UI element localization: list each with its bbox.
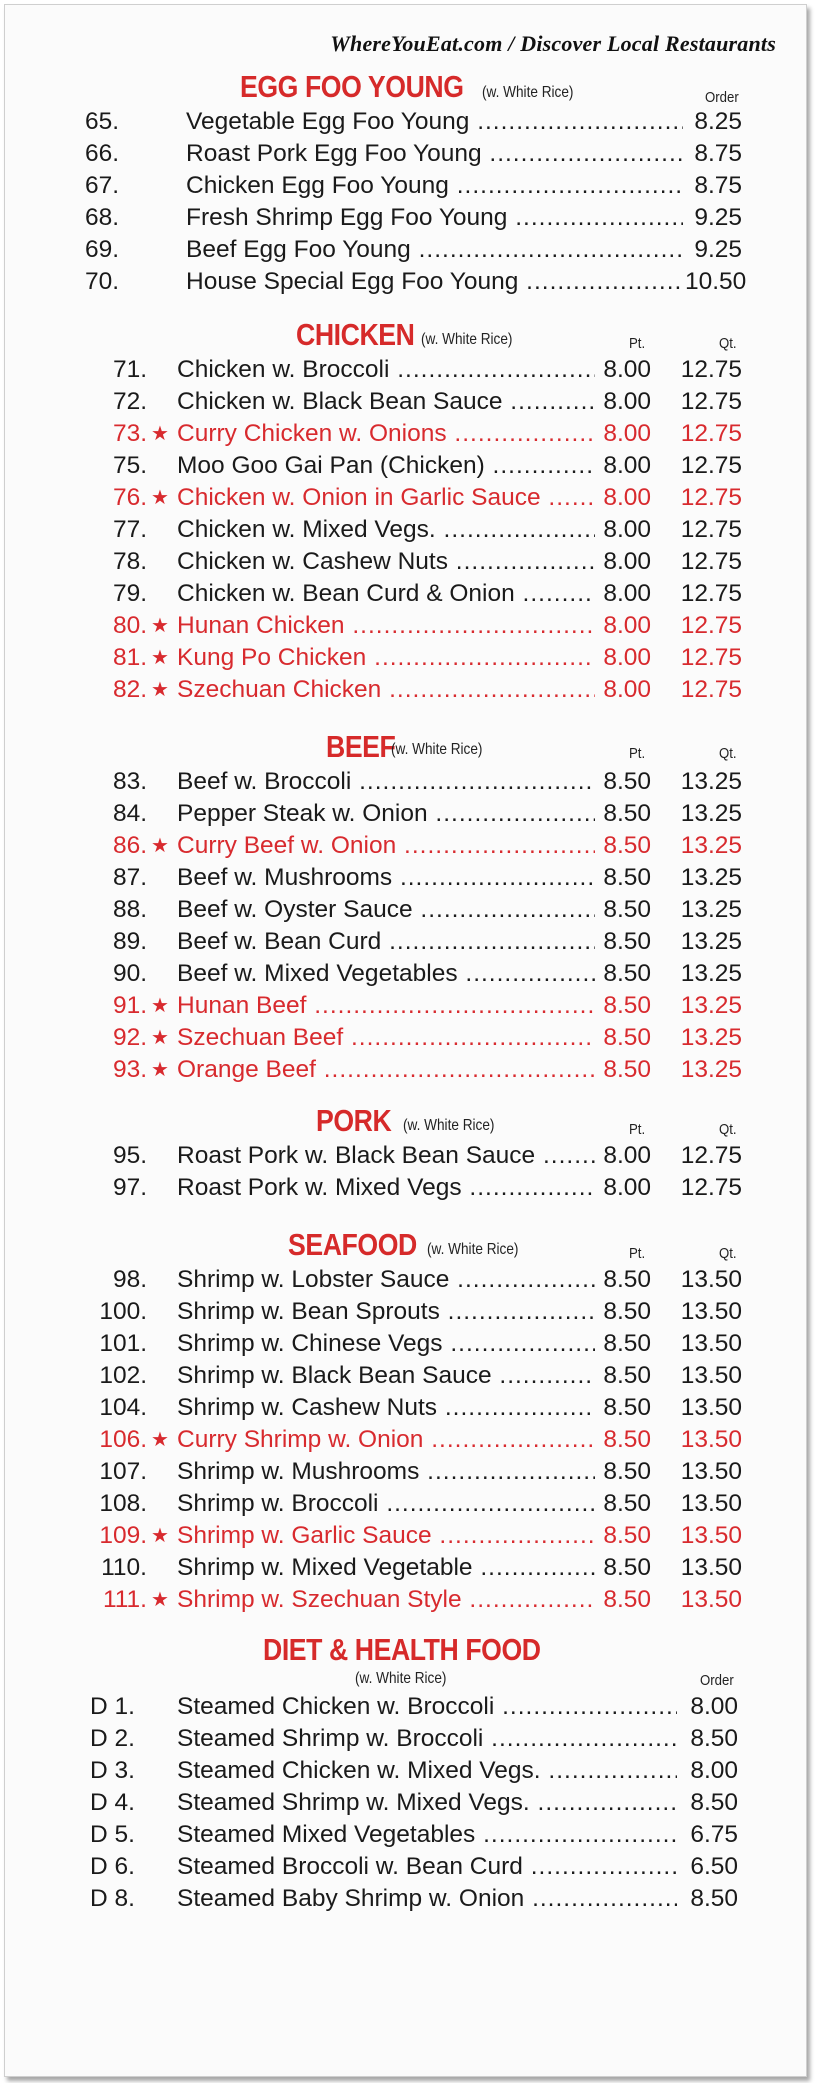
item-price-quart: 12.75 xyxy=(680,388,742,415)
item-price-quart: 12.75 xyxy=(680,1174,742,1201)
item-price-pint: 8.00 xyxy=(603,484,651,511)
item-name: Hunan Chicken ..... xyxy=(177,610,595,642)
section-title: CHICKEN xyxy=(296,317,415,352)
item-price-pint: 8.00 xyxy=(603,452,651,479)
item-number: 66. xyxy=(85,140,120,167)
item-price-quart: 13.25 xyxy=(680,1024,742,1051)
item-name: Steamed Baby Shrimp w. Onion ..... xyxy=(177,1883,677,1915)
menu-item-row xyxy=(5,1328,806,1360)
item-name: Roast Pork Egg Foo Young ..... xyxy=(186,138,683,170)
menu-item-row xyxy=(5,674,806,706)
item-name: Roast Pork w. Black Bean Sauce ..... xyxy=(177,1140,595,1172)
item-price-pint: 8.50 xyxy=(603,896,651,923)
item-price: 8.25 xyxy=(694,108,742,135)
column-header-pt: Pt. xyxy=(629,335,646,352)
item-price-quart: 12.75 xyxy=(680,676,742,703)
item-price-quart: 13.25 xyxy=(680,960,742,987)
item-number: 108. xyxy=(99,1490,147,1517)
item-number: 72. xyxy=(112,388,147,415)
item-number: 97. xyxy=(112,1174,147,1201)
item-number: 77. xyxy=(112,516,147,543)
star-icon: ★ xyxy=(151,1525,169,1547)
item-name: Steamed Mixed Vegetables ..... xyxy=(177,1819,677,1851)
section-header xyxy=(5,1101,806,1141)
item-list xyxy=(5,1264,806,1616)
star-icon: ★ xyxy=(151,679,169,701)
item-number: 98. xyxy=(112,1266,147,1293)
menu-item-row xyxy=(5,1022,806,1054)
item-name: Beef w. Mixed Vegetables ..... xyxy=(177,958,595,990)
item-list xyxy=(5,1691,806,1915)
item-price-pint: 8.50 xyxy=(603,1586,651,1613)
menu-item-row xyxy=(5,1264,806,1296)
item-number: 107. xyxy=(99,1458,147,1485)
item-number: 84. xyxy=(112,800,147,827)
item-name: Chicken w. Mixed Vegs. ..... xyxy=(177,514,595,546)
menu-item-row xyxy=(5,1172,806,1204)
star-icon: ★ xyxy=(151,1429,169,1451)
menu-item-row xyxy=(5,546,806,578)
item-number: D 5. xyxy=(90,1821,135,1848)
item-price: 8.75 xyxy=(694,140,742,167)
menu-item-row xyxy=(5,138,806,170)
section-title: SEAFOOD xyxy=(288,1227,417,1262)
menu-item-row xyxy=(5,1691,806,1723)
item-price-pint: 8.00 xyxy=(603,420,651,447)
item-price-pint: 8.50 xyxy=(603,864,651,891)
column-header-qt: Qt. xyxy=(719,1121,737,1138)
item-number: 93. xyxy=(112,1056,147,1083)
menu-item-row xyxy=(5,386,806,418)
item-price-quart: 13.50 xyxy=(680,1298,742,1325)
section-header xyxy=(5,315,806,355)
section-header xyxy=(5,1630,806,1692)
section-title: DIET & HEALTH FOOD xyxy=(263,1632,541,1667)
menu-item-row xyxy=(5,1723,806,1755)
item-price-quart: 12.75 xyxy=(680,548,742,575)
item-price-quart: 12.75 xyxy=(680,1142,742,1169)
item-name: Beef w. Bean Curd ..... xyxy=(177,926,595,958)
menu-item-row xyxy=(5,1054,806,1086)
menu-item-row xyxy=(5,1755,806,1787)
item-name: Steamed Broccoli w. Bean Curd ..... xyxy=(177,1851,677,1883)
menu-item-row xyxy=(5,798,806,830)
star-icon: ★ xyxy=(151,995,169,1017)
menu-item-row xyxy=(5,1456,806,1488)
item-price-quart: 13.50 xyxy=(680,1394,742,1421)
item-number: 95. xyxy=(112,1142,147,1169)
item-name: Chicken w. Bean Curd & Onion ..... xyxy=(177,578,595,610)
item-price-pint: 8.00 xyxy=(603,580,651,607)
item-price: 8.00 xyxy=(690,1693,738,1720)
column-header-pt: Pt. xyxy=(629,1245,646,1262)
column-header-pt: Pt. xyxy=(629,1121,646,1138)
menu-item-row xyxy=(5,926,806,958)
item-name: Pepper Steak w. Onion ..... xyxy=(177,798,595,830)
menu-item-row xyxy=(5,1520,806,1552)
item-name: Steamed Chicken w. Broccoli ..... xyxy=(177,1691,677,1723)
section-pork xyxy=(5,1101,806,1204)
item-name: Shrimp w. Cashew Nuts ..... xyxy=(177,1392,595,1424)
item-number: 70. xyxy=(85,268,120,295)
item-name: Chicken w. Broccoli ..... xyxy=(177,354,595,386)
item-number: 91. xyxy=(112,992,147,1019)
item-name: Steamed Chicken w. Mixed Vegs. ..... xyxy=(177,1755,677,1787)
item-price-quart: 13.50 xyxy=(680,1362,742,1389)
item-name: Shrimp w. Mixed Vegetable ..... xyxy=(177,1552,595,1584)
item-name: Shrimp w. Lobster Sauce ..... xyxy=(177,1264,595,1296)
menu-item-row xyxy=(5,514,806,546)
section-note: (w. White Rice) xyxy=(421,331,513,348)
item-name: Shrimp w. Broccoli ..... xyxy=(177,1488,595,1520)
section-seafood xyxy=(5,1225,806,1616)
item-price-pint: 8.50 xyxy=(603,1298,651,1325)
item-price: 8.00 xyxy=(690,1757,738,1784)
section-chicken xyxy=(5,315,806,706)
item-price-quart: 13.25 xyxy=(680,800,742,827)
item-price-pint: 8.50 xyxy=(603,800,651,827)
item-name: Shrimp w. Bean Sprouts ..... xyxy=(177,1296,595,1328)
section-beef xyxy=(5,727,806,1086)
menu-item-row xyxy=(5,482,806,514)
item-number: 81. xyxy=(112,644,147,671)
item-number: 65. xyxy=(85,108,120,135)
item-price-pint: 8.00 xyxy=(603,644,651,671)
item-price-quart: 12.75 xyxy=(680,612,742,639)
item-price-pint: 8.50 xyxy=(603,832,651,859)
menu-item-row xyxy=(5,1296,806,1328)
star-icon: ★ xyxy=(151,1027,169,1049)
item-price: 9.25 xyxy=(694,236,742,263)
item-name: Orange Beef ..... xyxy=(177,1054,595,1086)
section-note: (w. White Rice) xyxy=(482,84,574,101)
item-name: Beef w. Oyster Sauce ..... xyxy=(177,894,595,926)
menu-item-row xyxy=(5,990,806,1022)
item-name: Shrimp w. Chinese Vegs ..... xyxy=(177,1328,595,1360)
item-name: Shrimp w. Mushrooms ..... xyxy=(177,1456,595,1488)
item-number: 80. xyxy=(112,612,147,639)
item-name: Curry Beef w. Onion ..... xyxy=(177,830,595,862)
item-price-quart: 13.50 xyxy=(680,1266,742,1293)
item-price-quart: 13.25 xyxy=(680,768,742,795)
item-list xyxy=(5,354,806,706)
item-number: 87. xyxy=(112,864,147,891)
item-number: 79. xyxy=(112,580,147,607)
item-price-quart: 12.75 xyxy=(680,484,742,511)
menu-item-row xyxy=(5,894,806,926)
menu-item-row xyxy=(5,1552,806,1584)
menu-item-row xyxy=(5,958,806,990)
menu-item-row xyxy=(5,1488,806,1520)
item-name: Beef Egg Foo Young ..... xyxy=(186,234,683,266)
menu-item-row xyxy=(5,234,806,266)
item-number: D 4. xyxy=(90,1789,135,1816)
item-price-quart: 13.50 xyxy=(680,1426,742,1453)
item-price-pint: 8.50 xyxy=(603,1522,651,1549)
item-number: 101. xyxy=(99,1330,147,1357)
item-price-quart: 13.25 xyxy=(680,928,742,955)
item-price-quart: 13.25 xyxy=(680,832,742,859)
item-number: 111. xyxy=(102,1586,147,1613)
menu-item-row xyxy=(5,170,806,202)
column-header-qt: Qt. xyxy=(719,745,737,762)
item-price-pint: 8.50 xyxy=(603,768,651,795)
item-price-quart: 13.50 xyxy=(680,1490,742,1517)
column-header-qt: Qt. xyxy=(719,1245,737,1262)
item-number: 69. xyxy=(85,236,120,263)
item-number: 104. xyxy=(99,1394,147,1421)
item-number: 106. xyxy=(99,1426,147,1453)
item-price-pint: 8.50 xyxy=(603,928,651,955)
item-name: Vegetable Egg Foo Young ..... xyxy=(186,106,683,138)
item-price-pint: 8.50 xyxy=(603,960,651,987)
item-price-pint: 8.50 xyxy=(603,1056,651,1083)
item-price-quart: 12.75 xyxy=(680,452,742,479)
item-number: 78. xyxy=(112,548,147,575)
item-price-pint: 8.50 xyxy=(603,1362,651,1389)
item-name: Steamed Shrimp w. Broccoli ..... xyxy=(177,1723,677,1755)
item-price-pint: 8.00 xyxy=(603,1174,651,1201)
star-icon: ★ xyxy=(151,615,169,637)
menu-item-row xyxy=(5,202,806,234)
menu-item-row xyxy=(5,418,806,450)
menu-item-row xyxy=(5,1851,806,1883)
item-price-quart: 12.75 xyxy=(680,356,742,383)
section-note: (w. White Rice) xyxy=(403,1117,495,1134)
item-price: 9.25 xyxy=(694,204,742,231)
section-note: (w. White Rice) xyxy=(391,741,483,758)
item-number: D 6. xyxy=(90,1853,135,1880)
item-price-quart: 13.50 xyxy=(680,1554,742,1581)
section-header xyxy=(5,727,806,767)
column-header-qt: Qt. xyxy=(719,335,737,352)
item-name: Moo Goo Gai Pan (Chicken) ..... xyxy=(177,450,595,482)
item-name: Chicken w. Cashew Nuts ..... xyxy=(177,546,595,578)
item-name: Chicken w. Black Bean Sauce ..... xyxy=(177,386,595,418)
item-number: D 1. xyxy=(90,1693,135,1720)
item-price-quart: 13.50 xyxy=(680,1586,742,1613)
item-price-quart: 12.75 xyxy=(680,644,742,671)
menu-item-row xyxy=(5,354,806,386)
menu-page xyxy=(4,4,807,2077)
menu-item-row xyxy=(5,1883,806,1915)
item-number: 102. xyxy=(99,1362,147,1389)
item-number: 109. xyxy=(99,1522,147,1549)
menu-item-row xyxy=(5,1819,806,1851)
item-name: Shrimp w. Szechuan Style ..... xyxy=(177,1584,595,1616)
item-number: D 2. xyxy=(90,1725,135,1752)
section-title: BEEF xyxy=(326,729,396,764)
item-price-pint: 8.00 xyxy=(603,1142,651,1169)
item-price-pint: 8.50 xyxy=(603,1394,651,1421)
item-price-pint: 8.00 xyxy=(603,356,651,383)
item-number: 90. xyxy=(112,960,147,987)
section-egg-foo-young xyxy=(5,67,806,298)
item-name: Curry Shrimp w. Onion ..... xyxy=(177,1424,595,1456)
menu-item-row xyxy=(5,1360,806,1392)
section-note: (w. White Rice) xyxy=(355,1670,447,1687)
menu-item-row xyxy=(5,1787,806,1819)
menu-item-row xyxy=(5,266,806,298)
section-header xyxy=(5,67,806,107)
item-number: 67. xyxy=(85,172,120,199)
item-price-pint: 8.50 xyxy=(603,992,651,1019)
item-number: 68. xyxy=(85,204,120,231)
item-price-pint: 8.50 xyxy=(603,1330,651,1357)
item-name: Szechuan Chicken ..... xyxy=(177,674,595,706)
item-name: Chicken Egg Foo Young ..... xyxy=(186,170,683,202)
item-price: 8.50 xyxy=(690,1789,738,1816)
menu-item-row xyxy=(5,450,806,482)
item-name: Hunan Beef ..... xyxy=(177,990,595,1022)
item-list xyxy=(5,1140,806,1204)
item-price: 6.50 xyxy=(690,1853,738,1880)
column-header-pt: Pt. xyxy=(629,745,646,762)
star-icon: ★ xyxy=(151,1589,169,1611)
section-diet-health xyxy=(5,1630,806,1915)
item-price-quart: 13.50 xyxy=(680,1522,742,1549)
menu-item-row xyxy=(5,642,806,674)
item-price-pint: 8.50 xyxy=(603,1426,651,1453)
star-icon: ★ xyxy=(151,423,169,445)
item-name: Beef w. Broccoli ..... xyxy=(177,766,595,798)
item-name: Steamed Shrimp w. Mixed Vegs. ..... xyxy=(177,1787,677,1819)
item-price: 10.50 xyxy=(685,268,747,295)
item-price-quart: 12.75 xyxy=(680,516,742,543)
item-price-pint: 8.00 xyxy=(603,516,651,543)
item-name: Shrimp w. Garlic Sauce ..... xyxy=(177,1520,595,1552)
item-price-pint: 8.00 xyxy=(603,388,651,415)
item-name: Curry Chicken w. Onions ..... xyxy=(177,418,595,450)
item-price: 8.50 xyxy=(690,1885,738,1912)
item-price-quart: 12.75 xyxy=(680,580,742,607)
menu-item-row xyxy=(5,106,806,138)
item-number: D 3. xyxy=(90,1757,135,1784)
item-price-pint: 8.00 xyxy=(603,676,651,703)
item-number: 73. xyxy=(112,420,147,447)
item-price-pint: 8.50 xyxy=(603,1266,651,1293)
item-price-pint: 8.50 xyxy=(603,1490,651,1517)
item-price-quart: 13.50 xyxy=(680,1330,742,1357)
item-price-quart: 13.25 xyxy=(680,864,742,891)
item-name: Kung Po Chicken ..... xyxy=(177,642,595,674)
item-price-quart: 13.25 xyxy=(680,896,742,923)
menu-item-row xyxy=(5,830,806,862)
item-price-quart: 13.25 xyxy=(680,992,742,1019)
item-price: 6.75 xyxy=(690,1821,738,1848)
item-price-pint: 8.50 xyxy=(603,1458,651,1485)
item-list xyxy=(5,106,806,298)
item-price: 8.75 xyxy=(694,172,742,199)
item-price-pint: 8.00 xyxy=(603,548,651,575)
item-number: 83. xyxy=(112,768,147,795)
column-header-order: Order xyxy=(700,1672,734,1689)
item-name: Beef w. Mushrooms ..... xyxy=(177,862,595,894)
item-name: Fresh Shrimp Egg Foo Young ..... xyxy=(186,202,683,234)
item-price-quart: 13.25 xyxy=(680,1056,742,1083)
item-name: Chicken w. Onion in Garlic Sauce ..... xyxy=(177,482,595,514)
item-name: Shrimp w. Black Bean Sauce ..... xyxy=(177,1360,595,1392)
section-title: EGG FOO YOUNG xyxy=(240,69,464,104)
item-number: 89. xyxy=(112,928,147,955)
item-number: 88. xyxy=(112,896,147,923)
item-number: 100. xyxy=(99,1298,147,1325)
item-number: 82. xyxy=(112,676,147,703)
column-header-order: Order xyxy=(705,89,739,106)
item-name: Szechuan Beef ..... xyxy=(177,1022,595,1054)
item-number: 76. xyxy=(112,484,147,511)
menu-item-row xyxy=(5,578,806,610)
site-title: WhereYouEat.com / Discover Local Restaurants xyxy=(330,31,776,56)
star-icon: ★ xyxy=(151,647,169,669)
menu-item-row xyxy=(5,1140,806,1172)
item-price-pint: 8.50 xyxy=(603,1554,651,1581)
item-list xyxy=(5,766,806,1086)
item-number: 92. xyxy=(112,1024,147,1051)
item-number: 71. xyxy=(112,356,147,383)
star-icon: ★ xyxy=(151,487,169,509)
star-icon: ★ xyxy=(151,1059,169,1081)
item-name: House Special Egg Foo Young ..... xyxy=(186,266,683,298)
item-number: D 8. xyxy=(90,1885,135,1912)
menu-item-row xyxy=(5,1424,806,1456)
item-price-quart: 13.50 xyxy=(680,1458,742,1485)
section-title: PORK xyxy=(316,1103,392,1138)
star-icon: ★ xyxy=(151,835,169,857)
section-note: (w. White Rice) xyxy=(427,1241,519,1258)
item-name: Roast Pork w. Mixed Vegs ..... xyxy=(177,1172,595,1204)
item-number: 110. xyxy=(101,1554,147,1581)
menu-item-row xyxy=(5,1392,806,1424)
section-header xyxy=(5,1225,806,1265)
menu-item-row xyxy=(5,610,806,642)
item-number: 86. xyxy=(112,832,147,859)
item-number: 75. xyxy=(112,452,147,479)
menu-item-row xyxy=(5,862,806,894)
item-price: 8.50 xyxy=(690,1725,738,1752)
item-price-pint: 8.50 xyxy=(603,1024,651,1051)
menu-item-row xyxy=(5,766,806,798)
item-price-quart: 12.75 xyxy=(680,420,742,447)
menu-item-row xyxy=(5,1584,806,1616)
item-price-pint: 8.00 xyxy=(603,612,651,639)
